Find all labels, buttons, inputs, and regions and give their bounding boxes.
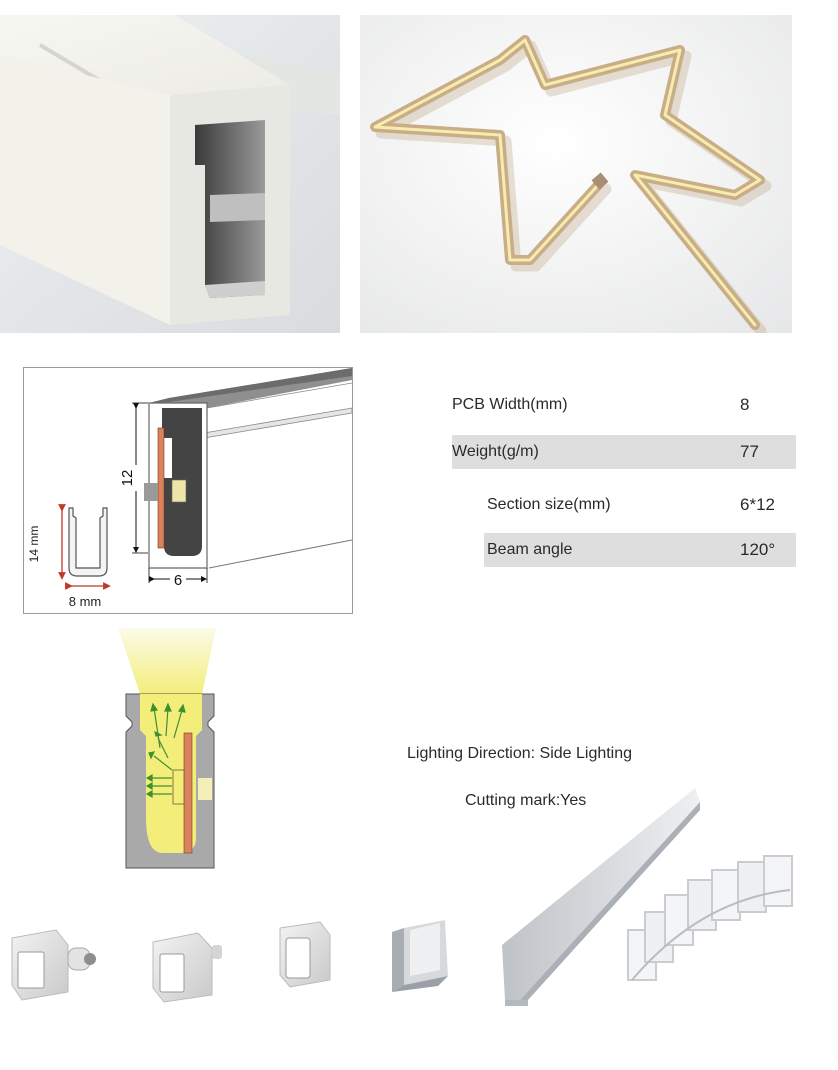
spec-label: PCB Width(mm) — [452, 396, 568, 413]
spec-label: Beam angle — [487, 541, 573, 558]
spec-label: Weight(g/m) — [452, 443, 539, 460]
end-cap-with-connector-2 — [153, 933, 222, 1002]
spec-label: Section size(mm) — [487, 496, 611, 513]
spec-row — [452, 388, 796, 422]
profile-render-image — [0, 15, 340, 333]
height-dimension-label: 12 — [119, 469, 136, 487]
channel-height-label: 14 mm — [27, 525, 41, 563]
clip-chain — [628, 856, 792, 980]
end-cap-with-connector-1 — [12, 930, 96, 1000]
star-shape-render-image — [360, 15, 792, 333]
spec-row — [452, 435, 796, 469]
width-dimension-label: 6 — [173, 572, 183, 589]
spec-value: 77 — [740, 442, 759, 461]
spec-value: 6*12 — [740, 495, 775, 514]
spec-value: 8 — [740, 395, 750, 414]
accessories-image — [0, 780, 838, 1070]
spec-value: 120° — [740, 540, 776, 559]
cutting-mark-text: Cutting mark:Yes — [465, 792, 587, 809]
lighting-direction-text: Lighting Direction: Side Lighting — [407, 745, 633, 762]
spec-row — [484, 488, 796, 522]
end-cap-plain — [280, 922, 330, 987]
dimension-drawing — [23, 367, 353, 614]
channel-width-label: 8 mm — [68, 594, 102, 609]
mounting-clip — [392, 920, 448, 992]
spec-row — [484, 533, 796, 567]
